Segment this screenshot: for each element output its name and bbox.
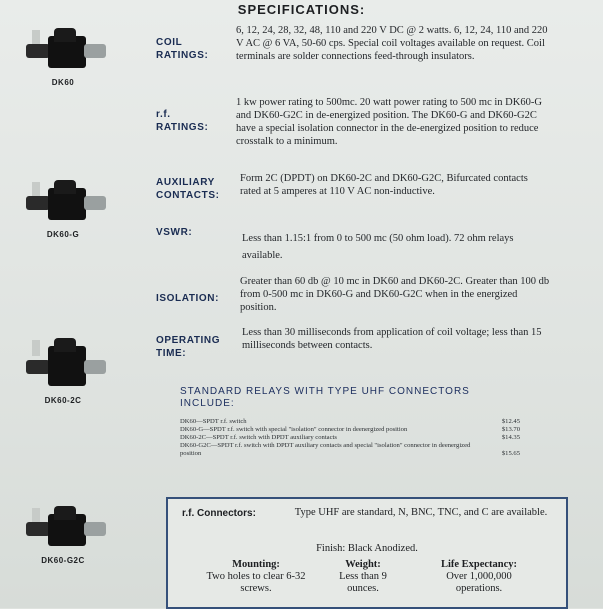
relay-description: DK60-2C—SPDT r.f. switch with DPDT auxiliary contacts <box>180 434 337 441</box>
finish-text: Finish: Black Anodized. <box>316 543 418 554</box>
mounting-text: Two holes to clear 6-32 screws. <box>206 571 306 594</box>
relay-price: $15.65 <box>501 450 520 457</box>
isolation-text: Greater than 60 db @ 10 mc in DK60 and DK60-2C. Greater than 100 db from 0-500 mc in DK60-G and DK60-G2C when in the energized position. <box>240 276 550 313</box>
weight-text: Less than 9 ounces. <box>339 571 387 594</box>
life-block <box>424 559 534 595</box>
weight-heading: Weight: <box>345 559 381 570</box>
product-label: DK60-G2C <box>41 556 85 565</box>
list-item <box>180 426 520 434</box>
life-text: Over 1,000,000 operations. <box>446 571 512 594</box>
relay-image <box>20 506 106 554</box>
auxiliary-contacts-text: Form 2C (DPDT) on DK60-2C and DK60-G2C, Bifurcated contacts rated at 5 amperes at 110 V AC non-inductive. <box>240 173 528 197</box>
info-box <box>166 497 568 609</box>
product-label: DK60-G <box>46 230 80 239</box>
vswr-label: VSWR: <box>156 227 193 238</box>
rf-ratings-label: r.f. RATINGS: <box>156 109 209 133</box>
life-heading: Life Expectancy: <box>440 559 518 570</box>
standard-relays-list <box>180 418 520 458</box>
product-label: DK60-2C <box>44 396 82 405</box>
product-label: DK60 <box>51 78 75 87</box>
mounting-block <box>196 559 316 595</box>
auxiliary-contacts-label: AUXILIARY CONTACTS: <box>156 177 220 201</box>
relay-image <box>20 28 106 76</box>
relay-image <box>20 338 106 394</box>
standard-relays-heading: STANDARD RELAYS WITH TYPE UHF CONNECTORS INCLUDE: <box>180 386 470 409</box>
weight-block <box>328 559 398 595</box>
list-item <box>180 442 520 458</box>
connectors-text: Type UHF are standard, N, BNC, TNC, and C are available. <box>294 507 548 518</box>
relay-description: DK60-G—SPDT r.f. switch with special "isolation" connector in deenergized position <box>180 426 408 433</box>
product-dk60-g <box>8 180 118 239</box>
vswr-text: Less than 1.15:1 from 0 to 500 mc (50 ohm load). 72 ohm relays available. <box>242 233 514 261</box>
connectors-label: r.f. Connectors: <box>182 508 256 519</box>
page-title: SPECIFICATIONS: <box>237 2 366 17</box>
relay-description: DK60—SPDT r.f. switch <box>180 418 247 425</box>
relay-price: $14.35 <box>501 434 520 441</box>
list-item <box>180 418 520 426</box>
isolation-label: ISOLATION: <box>156 293 220 304</box>
rf-ratings-text: 1 kw power rating to 500mc. 20 watt power rating to 500 mc in DK60-G and DK60-G2C in de-energized position. The DK60-G and DK60-G2C have a special isolation connector in the de-energized position to reduce crosstalk to a minimum. <box>236 97 542 147</box>
list-item <box>180 434 520 442</box>
operating-time-label: OPERATING TIME: <box>156 335 221 359</box>
relay-image <box>20 180 106 228</box>
operating-time-text: Less than 30 milliseconds from application of coil voltage; less than 15 milliseconds between contacts. <box>242 327 542 351</box>
coil-ratings-label: COIL RATINGS: <box>156 37 209 61</box>
relay-price: $13.70 <box>501 426 520 433</box>
product-dk60 <box>8 28 118 87</box>
product-dk60-g2c <box>8 506 118 565</box>
product-dk60-2c <box>8 338 118 405</box>
coil-ratings-text: 6, 12, 24, 28, 32, 48, 110 and 220 V DC @ 2 watts. 6, 12, 24, 110 and 220 V AC @ 6 VA, 50-60 cps. Special coil voltages available on request. Coil terminals are solder connections feed-through insulators. <box>236 25 548 62</box>
relay-description: DK60-G2C—SPDT r.f. switch with DPDT auxiliary contacts and special "isolation" connector in deenergized position <box>180 442 471 457</box>
mounting-heading: Mounting: <box>232 559 280 570</box>
relay-price: $12.45 <box>501 418 520 425</box>
